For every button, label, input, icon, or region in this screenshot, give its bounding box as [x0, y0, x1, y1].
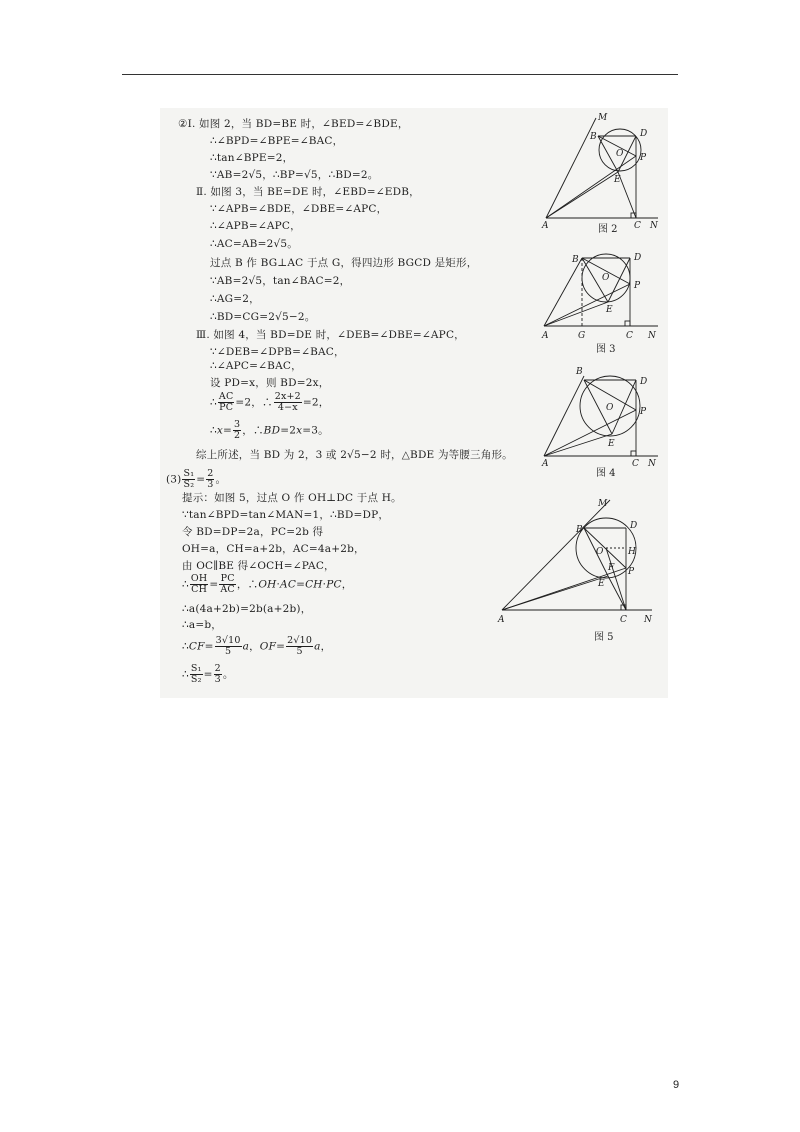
- text-line: ∴∠APC=∠BAC，: [210, 360, 302, 372]
- label-N: N: [644, 615, 652, 625]
- text-line: ∵AB=2√5，∴BP=√5，∴BD=2。: [210, 169, 379, 181]
- fraction: $\frac{PC}{AC}$: [220, 573, 235, 595]
- text-line: 由 OC∥BE 得∠OCH=∠PAC，: [182, 560, 335, 572]
- fraction: $\frac{2}{3}$: [207, 468, 214, 490]
- fraction-equation-3: ∴ $\frac{OH}{CH}$ = $\frac{PC}{AC}$ ，∴OH·AC=CH·PC，: [182, 573, 353, 595]
- text-line: OH=a，CH=a+2b，AC=4a+2b，: [182, 543, 365, 555]
- label-D: D: [640, 377, 648, 387]
- label-B: B: [576, 367, 583, 377]
- label-O: O: [602, 273, 610, 283]
- label-B: B: [590, 132, 597, 142]
- figure-caption: 图 5: [594, 632, 614, 643]
- text-line: ∵tan∠BPD=tan∠MAN=1，∴BD=DP，: [182, 509, 390, 521]
- label-E: E: [606, 305, 613, 315]
- label-E: E: [598, 579, 605, 589]
- text-line: 过点 B 作 BG⊥AC 于点 G，得四边形 BGCD 是矩形，: [210, 257, 478, 269]
- label-D: D: [630, 521, 638, 531]
- text-line: ∴AG=2，: [210, 293, 260, 305]
- label-A: A: [542, 459, 549, 469]
- text-line: 令 BD=DP=2a，PC=2b 得: [182, 526, 324, 538]
- header-rule: [122, 74, 678, 75]
- text-line: ∵∠APB=∠BDE，∠DBE=∠APC，: [210, 203, 388, 215]
- label-H: H: [628, 547, 636, 557]
- figure-caption: 图 2: [598, 224, 618, 235]
- fraction: $\frac{3}{2}$: [234, 419, 241, 441]
- label-N: N: [650, 221, 658, 230]
- fraction-equation-2: ∴x= $\frac{3}{2}$ ，∴BD=2x=3。: [210, 419, 329, 441]
- text-line: ∴a(4a+2b)=2b(a+2b)，: [182, 603, 312, 615]
- label-O: O: [596, 547, 604, 557]
- text-line: ∴AC=AB=2√5。: [210, 238, 298, 250]
- fraction: $\frac{2}{3}$: [214, 663, 221, 685]
- label-P: P: [640, 153, 647, 163]
- text-line: Ⅱ. 如图 3，当 BE=DE 时，∠EBD=∠EDB，: [196, 186, 420, 198]
- fraction: $\frac{\text{S₁}}{\text{S₂}}$: [183, 468, 195, 490]
- label-P: P: [634, 281, 641, 291]
- text-line: ∴∠BPD=∠BPE=∠BAC，: [210, 135, 344, 147]
- label-A: A: [542, 331, 549, 341]
- part-3-answer: (3) $\frac{\text{S₁}}{\text{S₂}}$ = $\frac{2}{3}$ 。: [166, 468, 227, 490]
- figure-2: [538, 110, 668, 234]
- label-A: A: [498, 615, 505, 625]
- text-line: 设 PD=x，则 BD=2x，: [210, 377, 330, 389]
- label-D: D: [640, 129, 648, 139]
- fraction: $\frac{\text{S₁}}{\text{S₂}}$: [190, 663, 202, 685]
- label-C: C: [632, 459, 639, 469]
- text-line: ∴BD=CG=2√5−2。: [210, 311, 316, 323]
- label-E: E: [608, 439, 615, 449]
- label-M: M: [598, 113, 608, 123]
- figure-caption: 图 4: [596, 468, 616, 479]
- fraction: $\frac{AC}{PC}$: [218, 391, 234, 413]
- label-D: D: [634, 253, 642, 263]
- label-A: A: [542, 221, 549, 230]
- figure-4: [538, 360, 668, 479]
- label-G: G: [578, 331, 586, 341]
- fraction-equation-4: ∴CF= $\frac{3√10}{5}$ a，OF= $\frac{2√10}{5}$ a，: [182, 635, 332, 657]
- text-line: ∴tan∠BPE=2，: [210, 152, 294, 164]
- fraction: $\frac{OH}{CH}$: [190, 573, 208, 595]
- figure-3: [538, 240, 668, 354]
- text-line: ∴a=b，: [182, 619, 222, 631]
- fraction-equation-5: ∴ $\frac{\text{S₁}}{\text{S₂}}$ = $\frac{2}{3}$ 。: [182, 663, 234, 685]
- text-line: ∴∠APB=∠APC，: [210, 220, 301, 232]
- fraction: $\frac{2x+2}{4-x}$: [274, 391, 301, 413]
- text-line: ∵∠DEB=∠DPB=∠BAC，: [210, 346, 345, 358]
- label-P: P: [640, 407, 647, 417]
- page-number: 9: [673, 1079, 680, 1091]
- text-line: Ⅲ. 如图 4，当 BD=DE 时，∠DEB=∠DBE=∠APC，: [196, 329, 465, 341]
- label-E: E: [614, 175, 621, 185]
- text-line: ②Ⅰ. 如图 2，当 BD=BE 时，∠BED=∠BDE，: [178, 118, 409, 130]
- text-line: 提示：如图 5，过点 O 作 OH⊥DC 于点 H。: [182, 492, 402, 504]
- text-line: ∵AB=2√5，tan∠BAC=2，: [210, 275, 351, 287]
- label-P: P: [628, 567, 635, 577]
- figure-5: [492, 494, 662, 643]
- fraction: $\frac{2√10}{5}$: [287, 635, 313, 657]
- label-B: B: [576, 525, 583, 535]
- label-F: F: [608, 563, 615, 573]
- fraction-equation-1: ∴ $\frac{AC}{PC}$ =2，∴ $\frac{2x+2}{4-x}$ =2，: [210, 391, 330, 413]
- label-N: N: [648, 331, 656, 341]
- label-N: N: [648, 459, 656, 469]
- label-C: C: [626, 331, 633, 341]
- label-C: C: [620, 615, 627, 625]
- label-C: C: [634, 221, 641, 230]
- fraction: $\frac{3√10}{5}$: [215, 635, 241, 657]
- figure-caption: 图 3: [596, 344, 616, 355]
- text-line: 综上所述，当 BD 为 2，3 或 2√5−2 时，△BDE 为等腰三角形。: [196, 449, 513, 461]
- label-B: B: [572, 255, 579, 265]
- label-O: O: [616, 149, 624, 159]
- label-O: O: [606, 403, 614, 413]
- label-M: M: [598, 499, 608, 509]
